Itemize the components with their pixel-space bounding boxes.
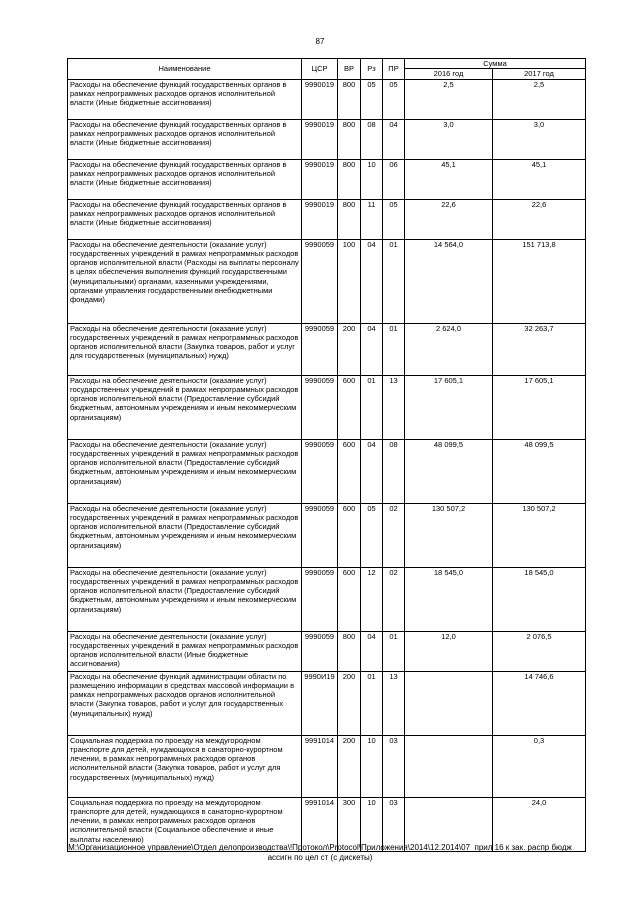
row-name: Расходы на обеспечение функций государственных органов в рамках непрограммных расходов органов исполнительной власти (Иные бюджетные ассигнования) bbox=[68, 79, 302, 119]
row-csr: 9990059 bbox=[302, 375, 338, 439]
row-name: Расходы на обеспечение функций государственных органов в рамках непрограммных расходов органов исполнительной власти (Иные бюджетные ассигнования) bbox=[68, 199, 302, 239]
row-csr: 9990059 bbox=[302, 323, 338, 375]
row-rz: 10 bbox=[361, 159, 383, 199]
header-rz: Рз bbox=[361, 59, 383, 80]
row-name: Расходы на обеспечение деятельности (оказание услуг) государственных учреждений в рамках непрограммных расходов органов исполнительной власти (Закупка товаров, работ и услуг для государственных (муниципальных) нужд) bbox=[68, 323, 302, 375]
row-vr: 100 bbox=[338, 239, 361, 323]
row-2017: 14 746,6 bbox=[493, 671, 586, 735]
header-pr: ПР bbox=[383, 59, 405, 80]
table-row bbox=[68, 439, 586, 503]
header-2016: 2016 год bbox=[405, 69, 493, 79]
row-pr: 03 bbox=[383, 797, 405, 851]
row-name: Расходы на обеспечение функций государственных органов в рамках непрограммных расходов органов исполнительной власти (Иные бюджетные ассигнования) bbox=[68, 159, 302, 199]
row-name: Расходы на обеспечение деятельности (оказание услуг) государственных учреждений в рамках непрограммных расходов органов исполнительной власти (Предоставление субсидий бюджетным, автономным учреждениям и иным некоммерческим организациям) bbox=[68, 439, 302, 503]
row-csr: 9990019 bbox=[302, 199, 338, 239]
row-csr: 9991014 bbox=[302, 797, 338, 851]
row-2016: 3,0 bbox=[405, 119, 493, 159]
row-rz: 10 bbox=[361, 735, 383, 797]
header-vr: ВР bbox=[338, 59, 361, 80]
row-vr: 600 bbox=[338, 375, 361, 439]
row-name: Социальная поддержка по проезду на междугородном транспорте для детей, нуждающихся в санаторно-курортном лечении, в рамках непрограммных расходов органов исполнительной власти (Закупка товаров, работ и услуг для государственных (муниципальных) нужд) bbox=[68, 735, 302, 797]
page-number: 87 bbox=[315, 37, 325, 46]
row-csr: 9991014 bbox=[302, 735, 338, 797]
row-pr: 06 bbox=[383, 159, 405, 199]
row-rz: 04 bbox=[361, 439, 383, 503]
row-2016: 14 564,0 bbox=[405, 239, 493, 323]
row-pr: 13 bbox=[383, 671, 405, 735]
row-2017: 2 076,5 bbox=[493, 631, 586, 671]
row-2016 bbox=[405, 735, 493, 797]
table-row bbox=[68, 119, 586, 159]
row-2017: 3,0 bbox=[493, 119, 586, 159]
row-vr: 800 bbox=[338, 79, 361, 119]
row-csr: 9990059 bbox=[302, 631, 338, 671]
row-csr: 9990059 bbox=[302, 567, 338, 631]
row-vr: 600 bbox=[338, 503, 361, 567]
row-csr: 9990019 bbox=[302, 159, 338, 199]
row-name: Расходы на обеспечение деятельности (оказание услуг) государственных учреждений в рамках непрограммных расходов органов исполнительной власти (Предоставление субсидий бюджетным, автономным учреждениям и иным некоммерческим организациям) bbox=[68, 375, 302, 439]
row-name: Расходы на обеспечение деятельности (оказание услуг) государственных учреждений в рамках непрограммных расходов органов исполнительной власти (Иные бюджетные ассигнования) bbox=[68, 631, 302, 671]
row-rz: 12 bbox=[361, 567, 383, 631]
row-2016: 2 624,0 bbox=[405, 323, 493, 375]
row-pr: 13 bbox=[383, 375, 405, 439]
table-row bbox=[68, 375, 586, 439]
row-2016: 12,0 bbox=[405, 631, 493, 671]
row-rz: 04 bbox=[361, 631, 383, 671]
row-pr: 01 bbox=[383, 239, 405, 323]
row-csr: 9990019 bbox=[302, 119, 338, 159]
row-2016: 17 605,1 bbox=[405, 375, 493, 439]
row-2016: 45,1 bbox=[405, 159, 493, 199]
row-name: Расходы на обеспечение деятельности (оказание услуг) государственных учреждений в рамках непрограммных расходов органов исполнительной власти (Предоставление субсидий бюджетным, автономным учреждениям и иным некоммерческим организациям) bbox=[68, 567, 302, 631]
row-pr: 08 bbox=[383, 439, 405, 503]
row-2017: 32 263,7 bbox=[493, 323, 586, 375]
row-csr: 9990019 bbox=[302, 79, 338, 119]
row-pr: 03 bbox=[383, 735, 405, 797]
row-rz: 05 bbox=[361, 79, 383, 119]
row-2017: 0,3 bbox=[493, 735, 586, 797]
row-2017: 2,5 bbox=[493, 79, 586, 119]
row-name: Расходы на обеспечение функций администрации области по размещению информации в средствах массовой информации в рамках непрограммных расходов органов исполнительной власти (Закупка товаров, работ и услуг для государственных (муниципальных) нужд) bbox=[68, 671, 302, 735]
row-vr: 200 bbox=[338, 671, 361, 735]
row-rz: 10 bbox=[361, 797, 383, 851]
row-vr: 800 bbox=[338, 159, 361, 199]
row-pr: 05 bbox=[383, 199, 405, 239]
row-2017: 24,0 bbox=[493, 797, 586, 851]
row-2016: 48 099,5 bbox=[405, 439, 493, 503]
row-pr: 04 bbox=[383, 119, 405, 159]
row-2016 bbox=[405, 671, 493, 735]
row-2017: 130 507,2 bbox=[493, 503, 586, 567]
table-row bbox=[68, 199, 586, 239]
row-vr: 200 bbox=[338, 323, 361, 375]
row-name: Расходы на обеспечение функций государственных органов в рамках непрограммных расходов органов исполнительной власти (Иные бюджетные ассигнования) bbox=[68, 119, 302, 159]
row-rz: 04 bbox=[361, 323, 383, 375]
table-row bbox=[68, 239, 586, 323]
table-row bbox=[68, 671, 586, 735]
row-2016: 18 545,0 bbox=[405, 567, 493, 631]
row-2016: 2,5 bbox=[405, 79, 493, 119]
row-2017: 17 605,1 bbox=[493, 375, 586, 439]
row-pr: 01 bbox=[383, 631, 405, 671]
row-csr: 9990059 bbox=[302, 239, 338, 323]
row-pr: 02 bbox=[383, 503, 405, 567]
table-row bbox=[68, 567, 586, 631]
row-pr: 05 bbox=[383, 79, 405, 119]
table-row bbox=[68, 323, 586, 375]
row-rz: 08 bbox=[361, 119, 383, 159]
row-csr: 9990059 bbox=[302, 503, 338, 567]
row-2017: 22,6 bbox=[493, 199, 586, 239]
row-rz: 05 bbox=[361, 503, 383, 567]
header-sum: Сумма bbox=[405, 59, 586, 69]
row-vr: 800 bbox=[338, 119, 361, 159]
row-pr: 02 bbox=[383, 567, 405, 631]
row-2017: 151 713,8 bbox=[493, 239, 586, 323]
row-rz: 11 bbox=[361, 199, 383, 239]
table-row bbox=[68, 735, 586, 797]
row-pr: 01 bbox=[383, 323, 405, 375]
table-row bbox=[68, 503, 586, 567]
row-2017: 45,1 bbox=[493, 159, 586, 199]
table-row bbox=[68, 159, 586, 199]
row-csr: 9990059 bbox=[302, 439, 338, 503]
row-2017: 48 099,5 bbox=[493, 439, 586, 503]
table-row bbox=[68, 631, 586, 671]
row-rz: 04 bbox=[361, 239, 383, 323]
header-name: Наименование bbox=[68, 59, 302, 80]
row-2017: 18 545,0 bbox=[493, 567, 586, 631]
row-name: Расходы на обеспечение деятельности (оказание услуг) государственных учреждений в рамках непрограммных расходов органов исполнительной власти (Расходы на выплаты персоналу в целях обеспечения выполнения функций государственными (муниципальными) органами, казенными учреждениями, органами управления государственными внебюджетными фондами) bbox=[68, 239, 302, 323]
row-vr: 300 bbox=[338, 797, 361, 851]
row-vr: 200 bbox=[338, 735, 361, 797]
row-rz: 01 bbox=[361, 375, 383, 439]
row-rz: 01 bbox=[361, 671, 383, 735]
row-vr: 600 bbox=[338, 567, 361, 631]
row-2016: 22,6 bbox=[405, 199, 493, 239]
header-csr: ЦСР bbox=[302, 59, 338, 80]
row-csr: 9990И19 bbox=[302, 671, 338, 735]
row-2016: 130 507,2 bbox=[405, 503, 493, 567]
header-2017: 2017 год bbox=[493, 69, 586, 79]
file-path-footer: M:\Организационное управление\Отдел делопроизводства\!Протокол\Protocol\Приложения\2014\12.2014\07_прил 16 к зак. распр бюдж ассигн по цел ст (с дискеты) bbox=[68, 843, 572, 862]
table-row bbox=[68, 79, 586, 119]
budget-table bbox=[67, 58, 586, 852]
row-vr: 800 bbox=[338, 199, 361, 239]
row-name: Социальная поддержка по проезду на междугородном транспорте для детей, нуждающихся в санаторно-курортном лечении, в рамках непрограммных расходов органов исполнительной власти (Социальное обеспечение и иные выплаты населению) bbox=[68, 797, 302, 851]
row-vr: 800 bbox=[338, 631, 361, 671]
row-vr: 600 bbox=[338, 439, 361, 503]
row-name: Расходы на обеспечение деятельности (оказание услуг) государственных учреждений в рамках непрограммных расходов органов исполнительной власти (Предоставление субсидий бюджетным, автономным учреждениям и иным некоммерческим организациям) bbox=[68, 503, 302, 567]
